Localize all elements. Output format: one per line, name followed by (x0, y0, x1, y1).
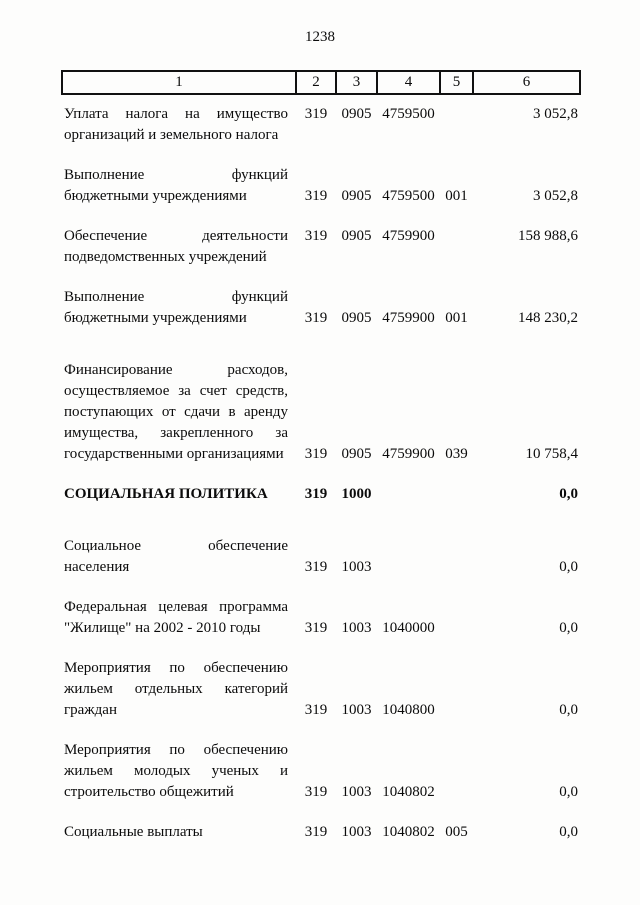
table-row (62, 226, 580, 287)
chapter-code-cell: 319 (304, 310, 328, 326)
amount-cell: 10 758,4 (525, 446, 578, 462)
target-item-cell: 1040000 (382, 620, 435, 636)
description-cell: Финансирование расходов, осуществляемое за счет средств, поступающих от сдачи в аренду имущества, закрепленного за государственными организациями (64, 362, 288, 462)
amount-cell: 3 052,8 (533, 106, 578, 122)
table-row (62, 658, 580, 740)
description-cell: СОЦИАЛЬНАЯ ПОЛИТИКА (64, 486, 268, 502)
amount-cell: 158 988,6 (518, 228, 578, 244)
chapter-code-cell: 319 (304, 784, 328, 800)
chapter-code-cell: 319 (304, 702, 328, 718)
table-row (62, 165, 580, 226)
target-item-cell: 1040802 (382, 784, 435, 800)
table-row (62, 94, 580, 165)
amount-cell: 0,0 (559, 824, 578, 840)
target-item-cell: 4759900 (382, 310, 435, 326)
table-row (62, 822, 580, 862)
expense-type-cell: 039 (445, 446, 468, 462)
target-item-cell (377, 484, 440, 524)
expense-type-cell (440, 658, 473, 740)
table-row (62, 287, 580, 348)
amount-cell: 148 230,2 (518, 310, 578, 326)
header-cell-1: 1 (62, 71, 296, 94)
section-code-cell: 0905 (341, 188, 372, 204)
chapter-code-cell: 319 (304, 824, 328, 840)
expense-type-cell (440, 740, 473, 822)
expense-type-cell (440, 524, 473, 597)
section-code-cell: 1000 (341, 486, 372, 502)
section-code-cell: 0905 (341, 446, 372, 462)
header-cell-6: 6 (473, 71, 580, 94)
target-item-cell: 4759500 (382, 106, 435, 122)
section-code-cell: 1003 (341, 824, 372, 840)
expense-type-cell: 001 (445, 310, 468, 326)
header-cell-3: 3 (336, 71, 377, 94)
expense-type-cell (440, 597, 473, 658)
description-cell: Социальные выплаты (64, 824, 203, 840)
amount-cell: 0,0 (559, 702, 578, 718)
section-code-cell: 0905 (341, 228, 372, 244)
description-cell: Выполнение функций бюджетными учреждениями (64, 289, 288, 326)
target-item-cell: 4759500 (382, 188, 435, 204)
expense-type-cell: 005 (445, 824, 468, 840)
amount-cell: 0,0 (559, 486, 578, 502)
description-cell: Социальное обеспечение населения (64, 538, 288, 575)
expense-type-cell: 001 (445, 188, 468, 204)
description-cell: Мероприятия по обеспечению жильем отдельных категорий граждан (64, 660, 288, 718)
target-item-cell (377, 524, 440, 597)
header-cell-5: 5 (440, 71, 473, 94)
description-cell: Выполнение функций бюджетными учреждениями (64, 167, 288, 204)
amount-cell: 0,0 (559, 784, 578, 800)
chapter-code-cell: 319 (304, 446, 328, 462)
section-code-cell: 1003 (341, 620, 372, 636)
target-item-cell: 1040800 (382, 702, 435, 718)
chapter-code-cell: 319 (304, 486, 328, 502)
description-cell: Мероприятия по обеспечению жильем молодых ученых и строительство общежитий (64, 742, 288, 800)
header-cell-2: 2 (296, 71, 336, 94)
target-item-cell: 1040802 (382, 824, 435, 840)
chapter-code-cell: 319 (304, 620, 328, 636)
chapter-code-cell: 319 (304, 559, 328, 575)
table-row (62, 740, 580, 822)
section-code-cell: 1003 (341, 702, 372, 718)
table-row (62, 597, 580, 658)
chapter-code-cell: 319 (304, 228, 328, 244)
description-cell: Федеральная целевая программа "Жилище" на 2002 - 2010 годы (64, 599, 288, 636)
table-body (62, 94, 580, 862)
amount-cell: 3 052,8 (533, 188, 578, 204)
section-code-cell: 0905 (341, 310, 372, 326)
expense-type-cell (440, 484, 473, 524)
amount-cell: 0,0 (559, 620, 578, 636)
expense-type-cell (440, 226, 473, 287)
table-row-section-header (62, 484, 580, 524)
section-code-cell: 0905 (341, 106, 372, 122)
amount-cell: 0,0 (559, 559, 578, 575)
table-row (62, 348, 580, 484)
header-cell-4: 4 (377, 71, 440, 94)
section-code-cell: 1003 (341, 784, 372, 800)
target-item-cell: 4759900 (382, 446, 435, 462)
chapter-code-cell: 319 (304, 188, 328, 204)
description-cell: Обеспечение деятельности подведомственных учреждений (64, 228, 288, 265)
section-code-cell: 1003 (341, 559, 372, 575)
table-header-row (62, 71, 580, 94)
chapter-code-cell: 319 (304, 106, 328, 122)
table-row (62, 524, 580, 597)
description-cell: Уплата налога на имущество организаций и земельного налога (64, 106, 288, 143)
page-number: 1238 (305, 29, 335, 45)
expense-type-cell (440, 94, 473, 165)
target-item-cell: 4759900 (382, 228, 435, 244)
budget-table (61, 70, 581, 862)
